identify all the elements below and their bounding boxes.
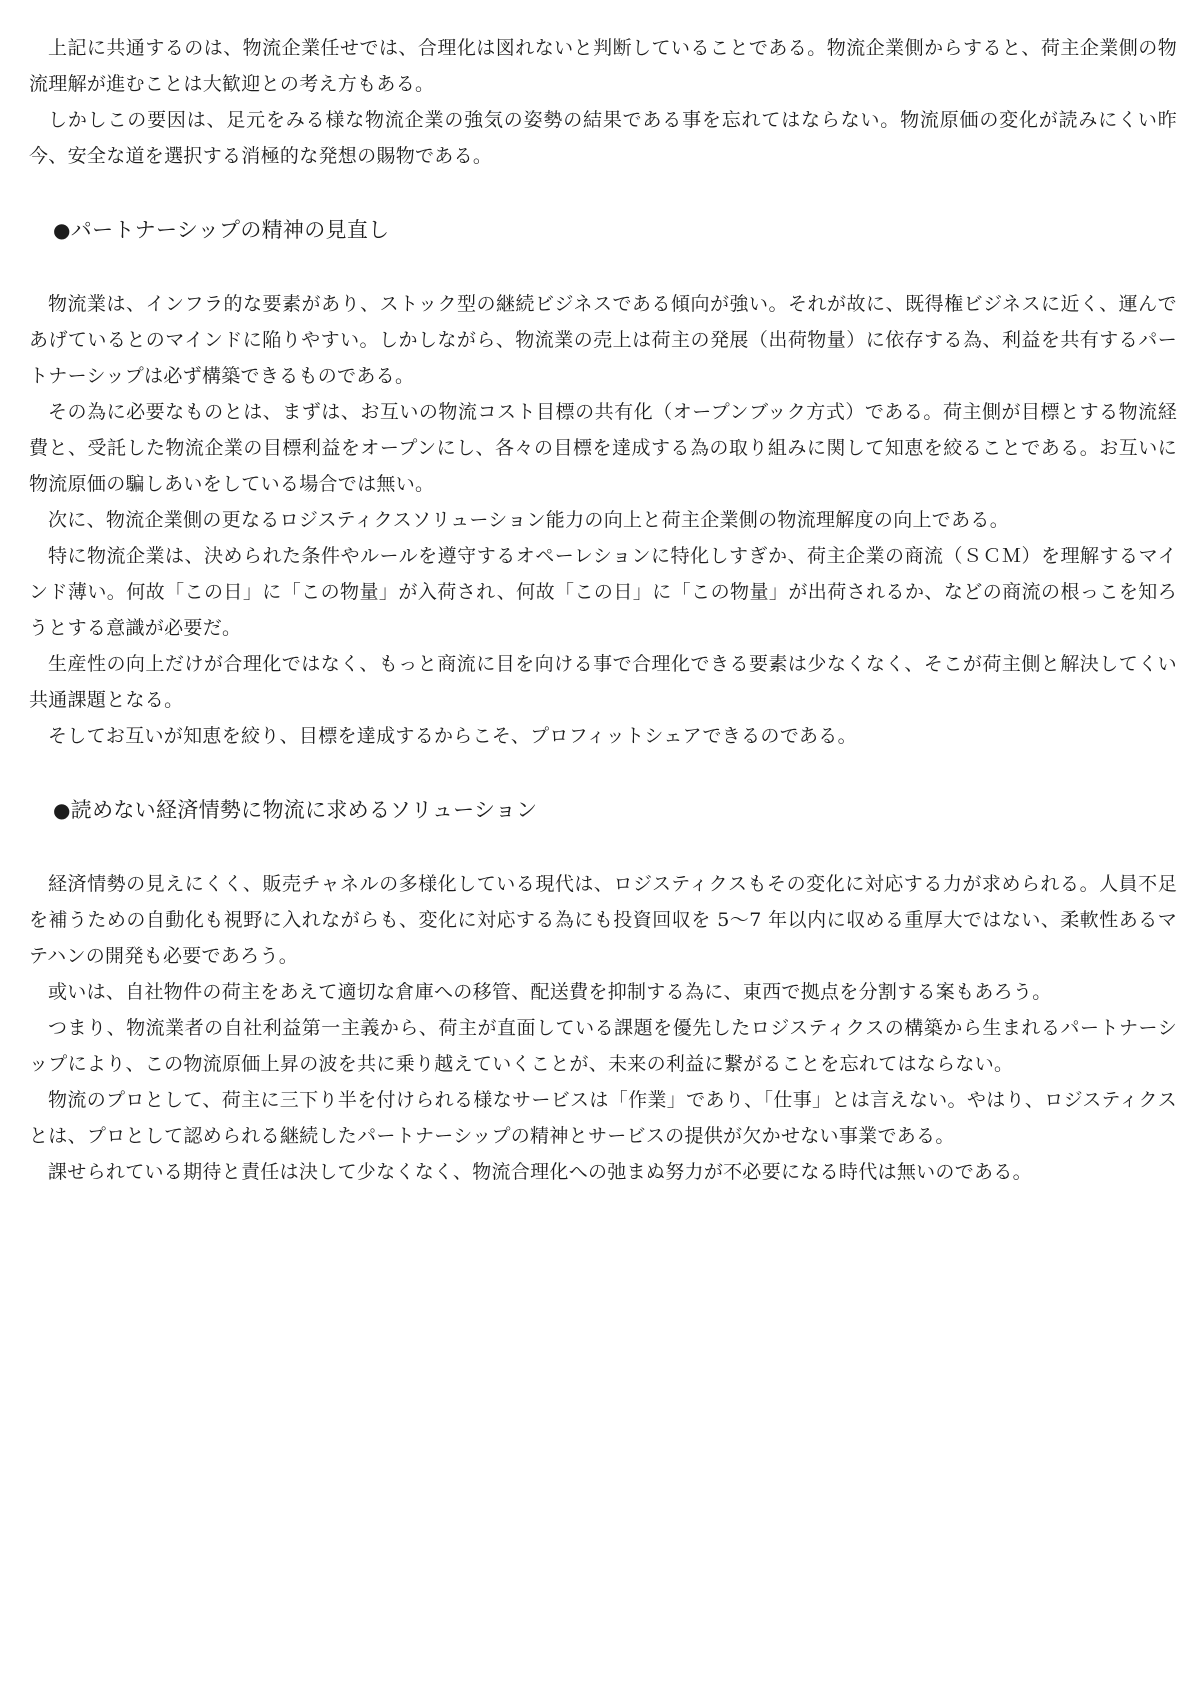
- paragraph: 特に物流企業は、決められた条件やルールを遵守するオペーレションに特化しすぎか、荷主企業の商流（ＳＣＭ）を理解するマインド薄い。何故「この日」に「この物量」が入荷され、何故「この日」に「この物量」が出荷されるか、などの商流の根っこを知ろうとする意識が必要だ。: [29, 545, 1177, 639]
- paragraph: そしてお互いが知恵を絞り、目標を達成するからこそ、プロフィットシェアできるのである。: [48, 725, 857, 747]
- section-heading-partnership: [29, 212, 1177, 248]
- bullet-icon: ●: [53, 798, 71, 822]
- paragraph: つまり、物流業者の自社利益第一主義から、荷主が直面している課題を優先したロジスティクスの構築から生まれるパートナーシップにより、この物流原価上昇の波を共に乗り越えていくことが、未来の利益に繋がることを忘れてはならない。: [29, 1017, 1177, 1075]
- paragraph: 課せられている期待と責任は決して少なくなく、物流合理化への弛まぬ努力が不必要になる時代は無いのである。: [48, 1161, 1032, 1183]
- paragraph: 物流業は、インフラ的な要素があり、ストック型の継続ビジネスである傾向が強い。それが故に、既得権ビジネスに近く、運んであげているとのマインドに陥りやすい。しかしながら、物流業の売上は荷主の発展（出荷物量）に依存する為、利益を共有するパートナーシップは必ず構築できるものである。: [29, 293, 1177, 387]
- bullet-icon: ●: [53, 218, 71, 242]
- paragraph: 或いは、自社物件の荷主をあえて適切な倉庫への移管、配送費を抑制する為に、東西で拠点を分割する案もあろう。: [48, 981, 1052, 1003]
- solution-section: [29, 866, 1177, 1190]
- section-heading-text: 読めない経済情勢に物流に求めるソリューション: [70, 798, 538, 822]
- intro-section: [29, 30, 1177, 174]
- paragraph: その為に必要なものとは、まずは、お互いの物流コスト目標の共有化（オープンブック方式）である。荷主側が目標とする物流経費と、受託した物流企業の目標利益をオープンにし、各々の目標を達成する為の取り組みに関して知恵を絞ることである。お互いに物流原価の騙しあいをしている場合では無い。: [29, 401, 1177, 495]
- partnership-section: [29, 286, 1177, 754]
- document-body: [29, 30, 1177, 1190]
- paragraph: しかしこの要因は、足元をみる様な物流企業の強気の姿勢の結果である事を忘れてはならない。物流原価の変化が読みにくい昨今、安全な道を選択する消極的な発想の賜物である。: [29, 109, 1177, 167]
- paragraph: 生産性の向上だけが合理化ではなく、もっと商流に目を向ける事で合理化できる要素は少なくなく、そこが荷主側と解決してくい共通課題となる。: [29, 653, 1177, 711]
- paragraph: 物流のプロとして、荷主に三下り半を付けられる様なサービスは「作業」であり、「仕事」とは言えない。やはり、ロジスティクスとは、プロとして認められる継続したパートナーシップの精神とサービスの提供が欠かせない事業である。: [29, 1089, 1177, 1147]
- section-heading-solution: [29, 792, 1177, 828]
- paragraph: 経済情勢の見えにくく、販売チャネルの多様化している現代は、ロジスティクスもその変化に対応する力が求められる。人員不足を補うための自動化も視野に入れながらも、変化に対応する為にも投資回収を 5～7 年以内に収める重厚大ではない、柔軟性あるマテハンの開発も必要であろう。: [29, 873, 1177, 967]
- paragraph: 次に、物流企業側の更なるロジスティクスソリューション能力の向上と荷主企業側の物流理解度の向上である。: [48, 509, 1010, 531]
- paragraph: 上記に共通するのは、物流企業任せでは、合理化は図れないと判断していることである。物流企業側からすると、荷主企業側の物流理解が進むことは大歓迎との考え方もある。: [29, 37, 1177, 95]
- section-heading-text: パートナーシップの精神の見直し: [70, 218, 390, 242]
